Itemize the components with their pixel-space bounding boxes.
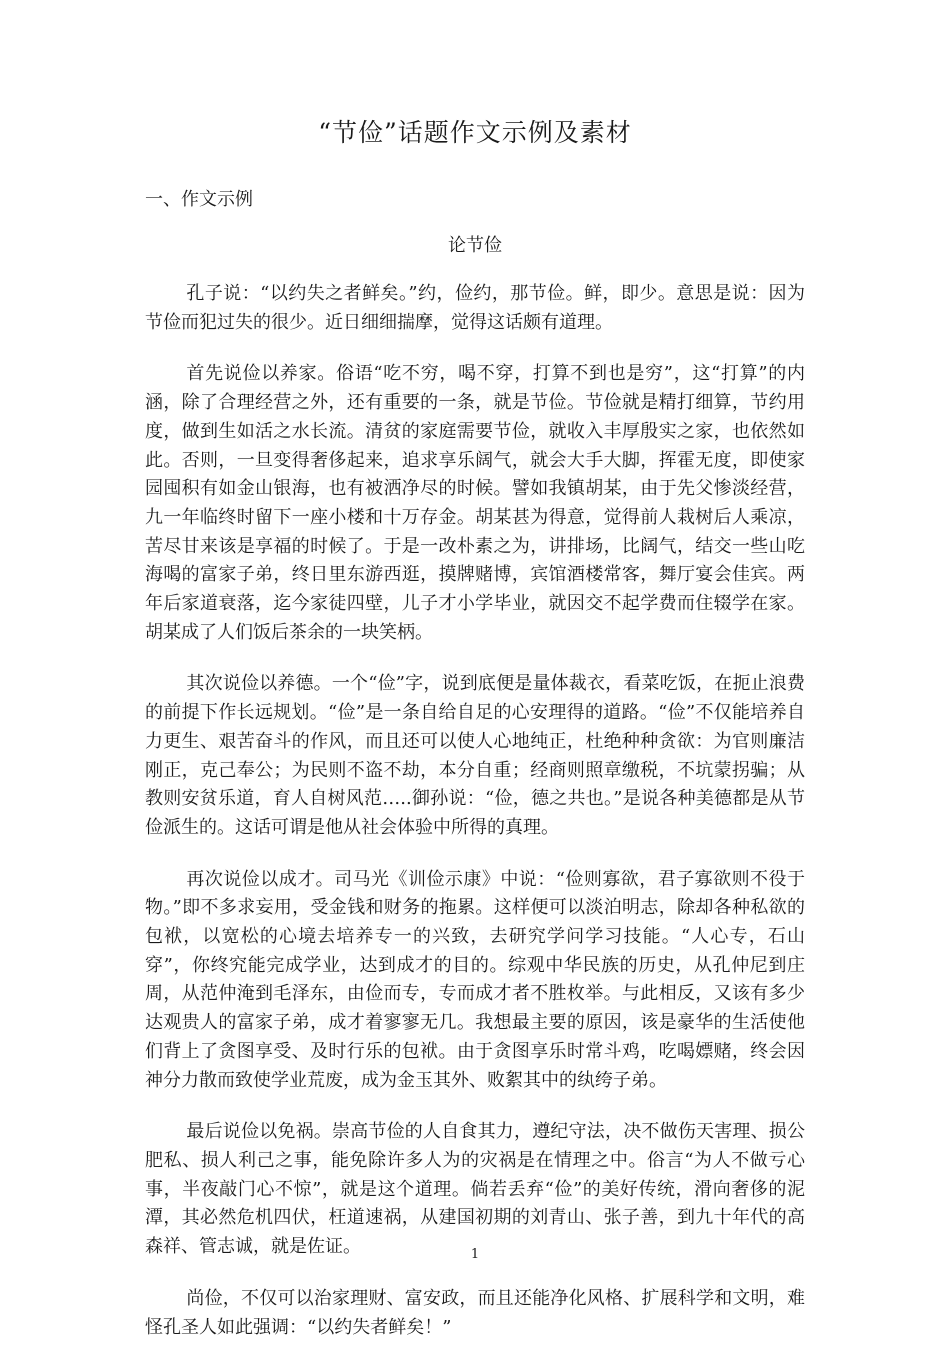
paragraph-avoid-disaster: 最后说俭以免祸。崇高节俭的人自食其力，遵纪守法，决不做伤天害理、损公肥私、损人利己之事，能免除许多人为的灾祸是在情理之中。俗言“为人不做亏心事，半夜敲门心不惊”，就是这个道理。倘若丢弃“俭”的美好传统，滑向奢侈的泥潭，其必然危机四伏，枉道速祸，从建国初期的刘青山、张子善，到九十年代的高森祥、管志诚，就是佐证。 xyxy=(145,1121,805,1258)
page-number: 1 xyxy=(470,1247,480,1262)
document-title: “节俭”话题作文示例及素材 xyxy=(318,118,632,147)
paragraph-intro: 孔子说：“以约失之者鲜矣。”约，俭约，那节俭。鲜，即少。意思是说：因为节俭而犯过失的很少。近日细细揣摩，觉得这话颇有道理。 xyxy=(145,283,805,333)
essay-body xyxy=(145,280,805,1365)
paragraph-virtue: 其次说俭以养德。一个“俭”字，说到底便是量体裁衣，看菜吃饭，在扼止浪费的前提下作长远规划。“俭”是一条自给自足的心安理得的道路。“俭”不仅能培养自力更生、艰苦奋斗的作风，而且还可以使人心地纯正，杜绝种种贪欲：为官则廉洁刚正，克己奉公；为民则不盗不劫，本分自重；经商则照章缴税，不坑蒙拐骗；从教则安贫乐道，育人自树风范…..御孙说：“俭，德之共也。”是说各种美德都是从节俭派生的。这话可谓是他从社会体验中所得的真理。 xyxy=(145,673,805,838)
paragraph-talent: 再次说俭以成才。司马光《训俭示康》中说：“俭则寡欲，君子寡欲则不役于物。”即不多求妄用，受金钱和财务的拖累。这样便可以淡泊明志，除却各种私欲的包袱，以宽松的心境去培养专一的兴致，去研究学问学习技能。“人心专，石山穿”，你终究能完成学业，达到成才的目的。综观中华民族的历史，从孔仲尼到庄周，从范仲淹到毛泽东，由俭而专，专而成才者不胜枚举。与此相反，又该有多少达观贵人的富家子弟，成才着寥寥无几。我想最主要的原因，该是豪华的生活使他们背上了贪图享受、及时行乐的包袱。由于贪图享乐时常斗鸡，吃喝嫖赌，终会因神分力散而致使学业荒废，成为金玉其外、败絮其中的纨绔子弟。 xyxy=(145,868,805,1091)
essay-title: 论节俭 xyxy=(448,235,502,256)
paragraph-family: 首先说俭以养家。俗语“吃不穷，喝不穿，打算不到也是穷”，这“打算”的内涵，除了合理经营之外，还有重要的一条，就是节俭。节俭就是精打细算，节约用度，做到生如活之水长流。清贫的家庭需要节俭，就收入丰厚殷实之家，也依然如此。否则，一旦变得奢侈起来，追求享乐阔气，就会大手大脚，挥霍无度，即使家园囤积有如金山银海，也有被洒净尽的时候。譬如我镇胡某，由于先父惨淡经营，九一年临终时留下一座小楼和十万存金。胡某甚为得意，觉得前人栽树后人乘凉，苦尽甘来该是享福的时候了。于是一改朴素之为，讲排场，比阔气，结交一些山吃海喝的富家子弟，终日里东游西逛，摸牌赌博，宾馆酒楼常客，舞厅宴会佳宾。两年后家道衰落，迄今家徒四壁，儿子才小学毕业，就因交不起学费而住辍学在家。胡某成了人们饭后茶余的一块笑柄。 xyxy=(145,363,805,643)
section-heading: 一、作文示例 xyxy=(145,189,253,210)
paragraph-conclusion: 尚俭，不仅可以治家理财、富安政，而且还能净化风格、扩展科学和文明，难怪孔圣人如此强调：“以约失者鲜矣！” xyxy=(145,1287,805,1338)
